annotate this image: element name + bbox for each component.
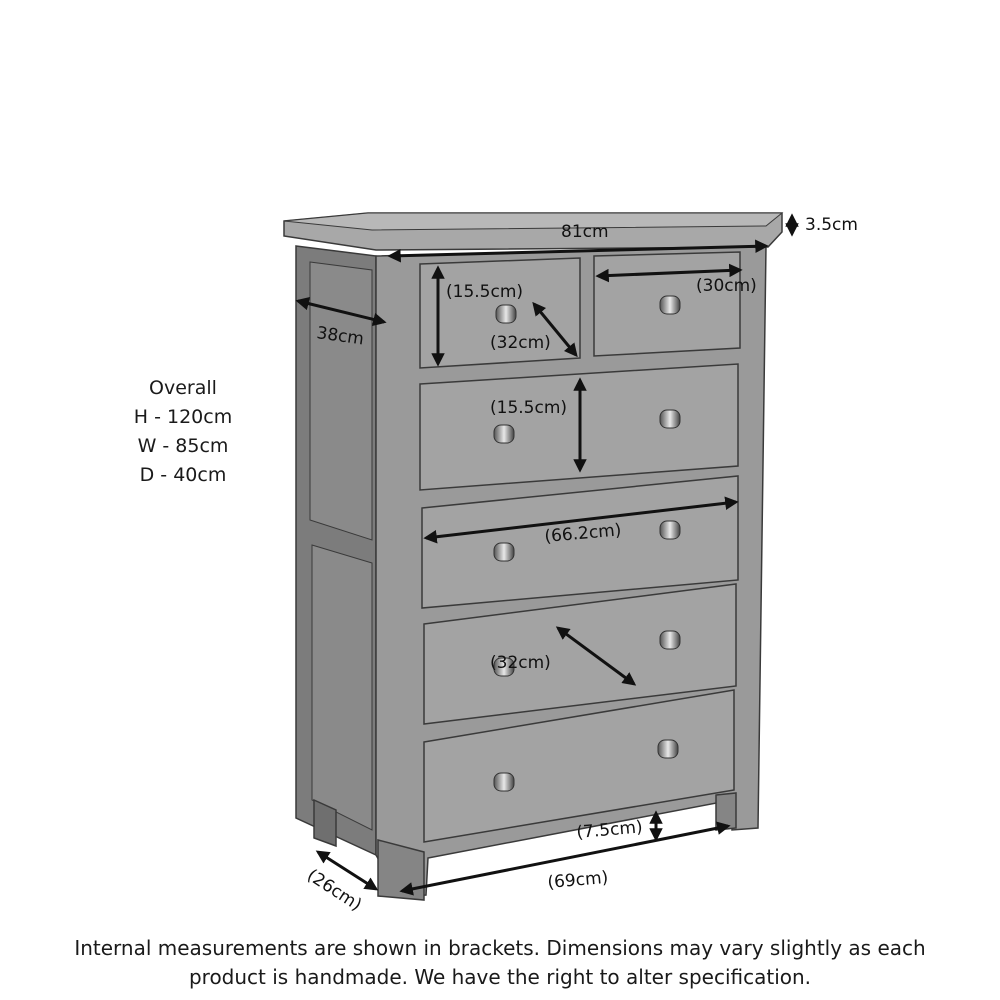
knob-icon <box>660 296 680 314</box>
overall-depth: D - 40cm <box>139 464 227 486</box>
top-depth-label: 38cm <box>315 323 366 350</box>
footer-line-2: product is handmade. We have the right to alter specification. <box>188 965 812 989</box>
large-drawer-height-label: (15.5cm) <box>490 398 568 418</box>
large-drawer-depth-label: (32cm) <box>490 653 551 673</box>
footer-note <box>40 934 960 992</box>
knob-icon <box>660 410 680 428</box>
overall-height: H - 120cm <box>133 406 233 428</box>
knob-icon <box>494 773 514 791</box>
small-drawer-depth-label: (32cm) <box>490 333 551 353</box>
knob-icon <box>660 631 680 649</box>
overall-dimensions <box>108 374 258 490</box>
small-drawer-height-label: (15.5cm) <box>446 282 524 302</box>
knob-icon <box>496 305 516 323</box>
overall-width: W - 85cm <box>137 435 229 457</box>
top-width-label: 81cm <box>561 222 609 242</box>
overall-heading: Overall <box>149 377 217 399</box>
small-drawer-width-label: (30cm) <box>696 276 757 296</box>
top-thickness-label: 3.5cm <box>805 215 858 235</box>
knob-icon <box>660 521 680 539</box>
base-width-label: (69cm) <box>546 867 610 893</box>
footer-line-1: Internal measurements are shown in brackets. Dimensions may vary slightly as each <box>74 936 926 960</box>
leg-height-label: (7.5cm) <box>575 817 644 843</box>
large-drawer-width-label: (66.2cm) <box>543 520 623 547</box>
base-depth-label: (26cm) <box>303 865 366 916</box>
knob-icon <box>494 425 514 443</box>
knob-icon <box>494 543 514 561</box>
knob-icon <box>658 740 678 758</box>
